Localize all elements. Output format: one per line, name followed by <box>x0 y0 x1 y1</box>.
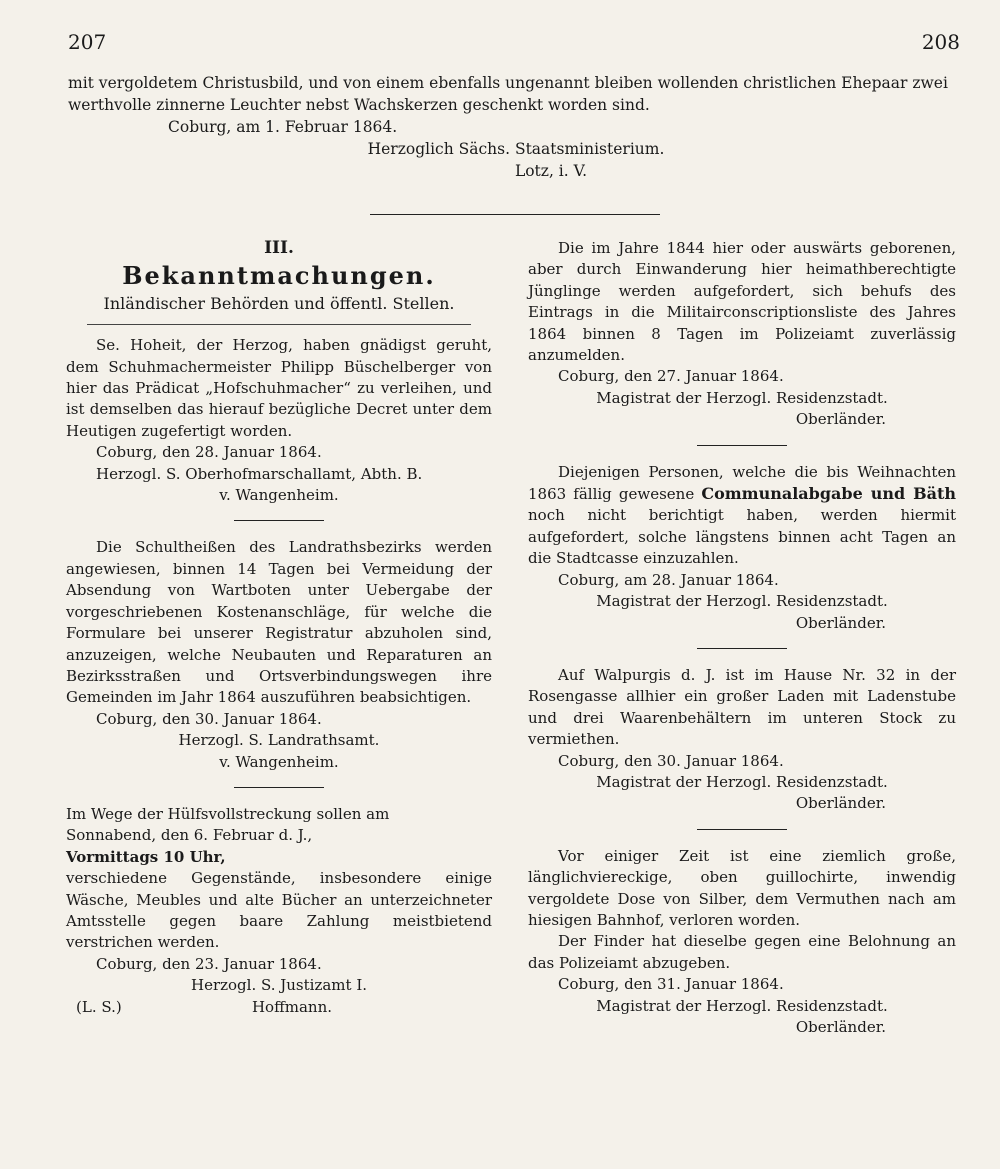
notice-purveyor-text: Se. Hoheit, der Herzog, haben gnädigst geruht, dem Schuhmachermeister Philipp Büschelberger von hier das Prädicat „Hofschuhmacher“ zu verleihen, und ist demselben das hierauf bezügliche Decret unter dem Heutigen zugefertigt worden. <box>66 336 492 440</box>
notice-auction-time: Vormittags 10 Uhr, <box>66 847 226 866</box>
notice-roads-date: Coburg, den 30. Januar 1864. <box>96 709 322 728</box>
divider <box>697 648 787 649</box>
notice-taxes-text-a: Diejenigen Personen, welche die bis Weihnachten 1863 fällig gewesene <box>528 462 956 504</box>
notice-auction-text: verschiedene Gegenstände, insbesondere einige Wäsche, Meubles und alte Bücher an unterzeichneter Amtsstelle gegen baare Zahlung meistbietend verstrichen werden. <box>66 869 492 952</box>
divider <box>234 787 324 788</box>
notice-lost-box-authority: Magistrat der Herzogl. Residenzstadt. <box>596 996 888 1015</box>
notice-auction <box>66 804 492 1018</box>
notice-taxes-date: Coburg, am 28. Januar 1864. <box>558 570 779 589</box>
notice-auction-seal: (L. S.) <box>76 997 122 1016</box>
notice-conscription <box>528 238 956 431</box>
right-column <box>528 238 956 1038</box>
notice-shop-rental <box>528 665 956 815</box>
notice-shop-rental-signature: Oberländer. <box>795 794 886 813</box>
notice-taxes <box>528 462 956 634</box>
notice-shop-rental-text: Auf Walpurgis d. J. ist im Hause Nr. 32 in der Rosengasse allhier ein großer Laden mit Ladenstube und drei Waarenbehältern im unteren Stock zu vermiethen. <box>528 665 956 749</box>
divider <box>697 829 787 830</box>
section-title: Bekanntmachungen. <box>122 261 436 291</box>
notice-taxes-authority: Magistrat der Herzogl. Residenzstadt. <box>596 592 888 611</box>
notice-roads-text: Die Schultheißen des Landrathsbezirks werden angewiesen, binnen 14 Tagen bei Vermeidung der Absendung von Wartboten unter Uebergabe der vorgeschriebenen Kostenanschläge, für welche die Formulare bei unserer Registratur abzuholen sind, anzuzeigen, welche Neubauten und Reparaturen an Bezirksstraßen und Ortsverbindungswegen ihre Gemeinden im Jahr 1864 auszuführen beabsichtigen. <box>66 538 492 707</box>
top-notice-text: mit vergoldetem Christusbild, und von einem ebenfalls ungenannt bleiben wollenden christlichen Ehepaar zwei werthvolle zinnerne Leuchter nebst Wachskerzen geschenkt worden sind. <box>68 74 948 114</box>
notice-conscription-text: Die im Jahre 1844 hier oder auswärts geborenen, aber durch Einwanderung hier heimathberechtigte Jünglinge werden aufgefordert, sich behufs des Eintrags in die Militairconscriptionsliste des Jahres 1864 binnen 8 Tagen im Polizeiamt zuverlässig anzumelden. <box>528 239 956 365</box>
top-notice <box>68 72 964 182</box>
notice-auction-authority: Herzogl. S. Justizamt I. <box>190 976 368 995</box>
notice-conscription-signature: Oberländer. <box>795 410 886 429</box>
top-divider <box>370 214 660 215</box>
notice-lost-box-text: Vor einiger Zeit ist eine ziemlich große, länglichviereckige, oben guillochirte, inwendig vergoldete Dose von Silber, dem Vermuthen nach am hiesigen Bahnhof, verloren worden. <box>528 846 956 929</box>
notice-roads-authority: Herzogl. S. Landrathsamt. <box>178 731 380 750</box>
notice-shop-rental-authority: Magistrat der Herzogl. Residenzstadt. <box>596 772 888 791</box>
top-notice-date: Coburg, am 1. Februar 1864. <box>168 118 398 136</box>
notice-shop-rental-date: Coburg, den 30. Januar 1864. <box>558 751 784 770</box>
notice-taxes-text-b: noch nicht berichtigt haben, werden hiermit aufgefordert, solche längstens binnen acht Tagen an die Stadtcasse einzuzahlen. <box>528 506 956 568</box>
section-number: III. <box>264 238 294 258</box>
notice-lost-box-text2: Der Finder hat dieselbe gegen eine Belohnung an das Polizeiamt abzugeben. <box>528 932 956 972</box>
notice-auction-day: Sonnabend, den 6. Februar d. J., <box>66 826 313 845</box>
notice-roads <box>66 537 492 772</box>
notice-purveyor-authority: Herzogl. S. Oberhofmarschallamt, Abth. B. <box>96 464 423 483</box>
notice-auction-date: Coburg, den 23. Januar 1864. <box>96 954 322 973</box>
divider <box>234 520 324 521</box>
notice-taxes-emphasis: Communalabgabe und Bäth <box>701 484 956 504</box>
top-notice-authority: Herzoglich Sächs. Staatsministerium. <box>367 140 665 158</box>
subtitle-rule <box>87 324 470 325</box>
notice-lost-box-signature: Oberländer. <box>795 1018 886 1036</box>
top-notice-signature: Lotz, i. V. <box>514 162 588 180</box>
section-subtitle: Inländischer Behörden und öffentl. Stellen. <box>103 293 455 313</box>
page-number-left: 207 <box>68 30 107 54</box>
notice-taxes-text <box>528 462 956 570</box>
notice-taxes-signature: Oberländer. <box>795 613 886 632</box>
notice-purveyor-signature: v. Wangenheim. <box>219 486 339 505</box>
notice-conscription-date: Coburg, den 27. Januar 1864. <box>558 367 784 386</box>
page-number-right: 208 <box>921 30 960 54</box>
notice-roads-signature: v. Wangenheim. <box>219 752 339 771</box>
notice-lost-box <box>528 846 956 1039</box>
notice-auction-intro: Im Wege der Hülfsvollstreckung sollen am <box>66 804 390 823</box>
left-column <box>66 238 492 1018</box>
notice-purveyor-date: Coburg, den 28. Januar 1864. <box>96 443 322 462</box>
notice-conscription-authority: Magistrat der Herzogl. Residenzstadt. <box>596 388 888 407</box>
notice-lost-box-date: Coburg, den 31. Januar 1864. <box>558 975 784 994</box>
divider <box>697 445 787 446</box>
notice-auction-signature: Hoffmann. <box>251 997 332 1016</box>
notice-purveyor <box>66 335 492 506</box>
